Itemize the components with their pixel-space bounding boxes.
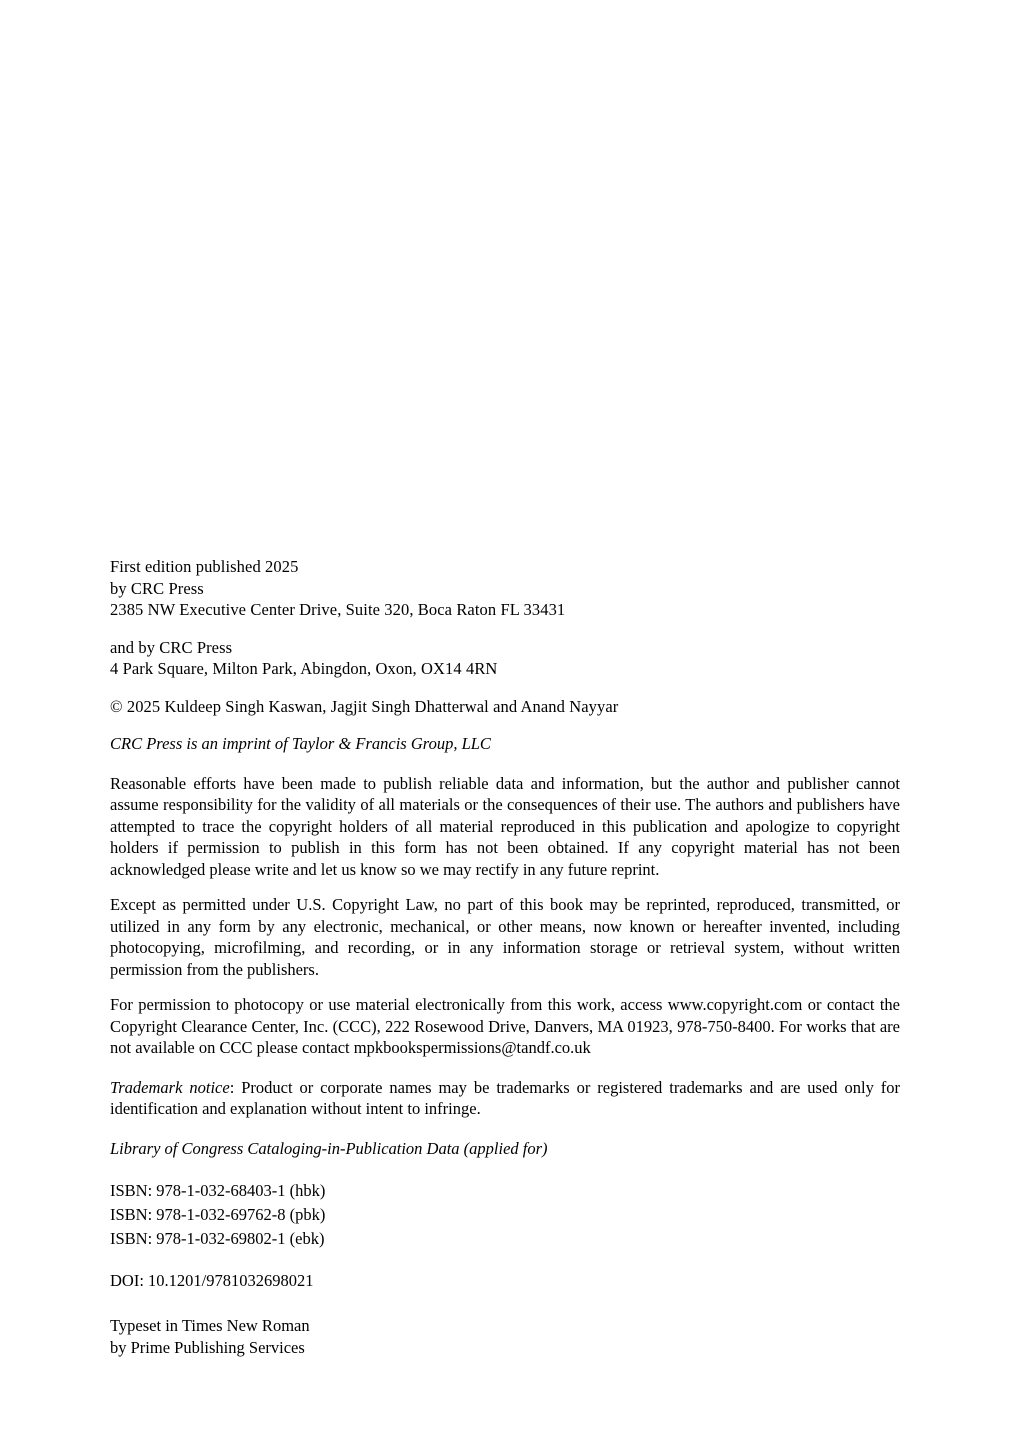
publisher-line: by CRC Press [110,578,204,598]
isbn-hbk: ISBN: 978-1-032-68403-1 (hbk) [110,1181,326,1200]
isbn-pbk: ISBN: 978-1-032-69762-8 (pbk) [110,1205,326,1224]
copyright-content [110,556,900,1358]
trademark-paragraph [110,1077,900,1120]
trademark-text: : Product or corporate names may be trademarks or registered trademarks and are used only for identification and explanation without intent to infringe. [110,1077,900,1118]
imprint-statement: CRC Press is an imprint of Taylor & Francis Group, LLC [110,734,491,753]
doi-line: DOI: 10.1201/9781032698021 [110,1271,314,1290]
publication-details [110,556,900,621]
permissions-paragraph: For permission to photocopy or use material electronically from this work, access www.copyright.com or contact the Copyright Clearance Center, Inc. (CCC), 222 Rosewood Drive, Danvers, MA 01923, 978-750-8400. For works that are not available on CCC please contact mpkbookspermissions@tandf.co.uk [110,995,900,1057]
edition-line: First edition published 2025 [110,557,299,576]
typeset-by-line: by Prime Publishing Services [110,1337,305,1357]
isbn-list [110,1179,900,1251]
typeset-info [110,1315,900,1358]
reproduction-rights-paragraph: Except as permitted under U.S. Copyright Law, no part of this book may be reprinted, reproduced, transmitted, or utilized in any form by any electronic, mechanical, or other means, now known or hereafter invented, including photocopying, microfilming, and recording, or in any information storage or retrieval system, without written permission from the publishers. [110,895,900,979]
typeset-font-line: Typeset in Times New Roman [110,1316,310,1335]
copyright-notice-line: © 2025 Kuldeep Singh Kaswan, Jagjit Singh Dhatterwal and Anand Nayyar [110,696,619,716]
publication-details-uk [110,637,900,680]
trademark-label: Trademark notice [110,1077,230,1097]
us-address-line: 2385 NW Executive Center Drive, Suite 320, Boca Raton FL 33431 [110,600,566,619]
disclaimer-paragraph: Reasonable efforts have been made to publish reliable data and information, but the author and publisher cannot assume responsibility for the validity of all materials or the consequences of their use. The authors and publishers have attempted to trace the copyright holders of all material reproduced in this publication and apologize to copyright holders if permission to publish in this form has not been obtained. If any copyright material has not been acknowledged please write and let us know so we may rectify in any future reprint. [110,773,900,879]
and-by-line: and by CRC Press [110,637,233,657]
uk-address-line: 4 Park Square, Milton Park, Abingdon, Oxon, OX14 4RN [110,659,498,678]
isbn-ebk: ISBN: 978-1-032-69802-1 (ebk) [110,1229,325,1248]
library-of-congress-line: Library of Congress Cataloging-in-Publication Data (applied for) [110,1138,548,1158]
copyright-notice [110,696,900,718]
